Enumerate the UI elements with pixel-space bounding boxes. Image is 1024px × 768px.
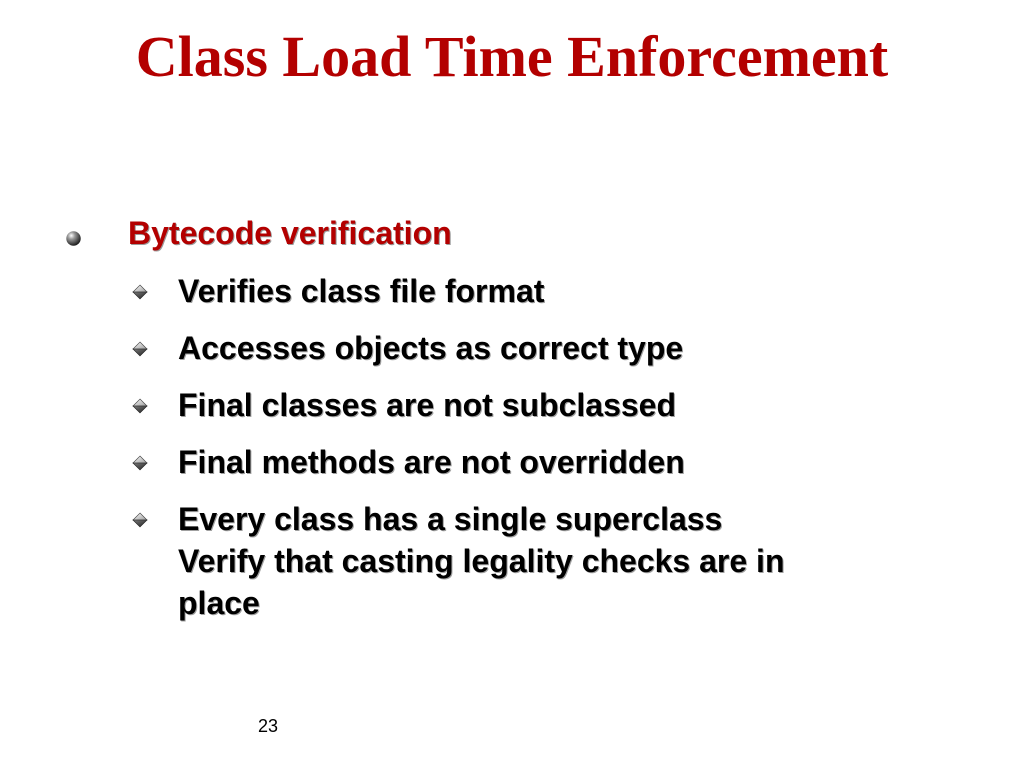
sphere-bullet-icon bbox=[65, 230, 82, 247]
bullet-level2-text bbox=[178, 270, 958, 312]
bullet-line: Verifies class file format bbox=[178, 273, 545, 309]
bullet-line: Accesses objects as correct type bbox=[178, 330, 684, 366]
bullet-line: Final methods are not overridden bbox=[178, 444, 685, 480]
bullet-level2-text bbox=[178, 327, 958, 369]
page-number: 23 bbox=[257, 716, 279, 736]
bullet-line: Verify that casting legality checks are in bbox=[178, 543, 785, 579]
slide-title: Class Load Time Enforcement bbox=[135, 24, 889, 89]
bullet-line: Final classes are not subclassed bbox=[178, 387, 677, 423]
bullet-line: place bbox=[178, 585, 260, 621]
bullet-line: Every class has a single superclass bbox=[178, 501, 723, 537]
bullet-level2-text bbox=[178, 441, 958, 483]
diamond-arrow-bullet-icon bbox=[132, 455, 148, 471]
bullet-level1-text: Bytecode verification bbox=[128, 215, 452, 251]
diamond-arrow-bullet-icon bbox=[132, 512, 148, 528]
diamond-arrow-bullet-icon bbox=[132, 398, 148, 414]
bullet-level2-text bbox=[178, 384, 958, 426]
diamond-arrow-bullet-icon bbox=[132, 341, 148, 357]
diamond-arrow-bullet-icon bbox=[132, 284, 148, 300]
bullet-level2-text bbox=[178, 498, 958, 624]
